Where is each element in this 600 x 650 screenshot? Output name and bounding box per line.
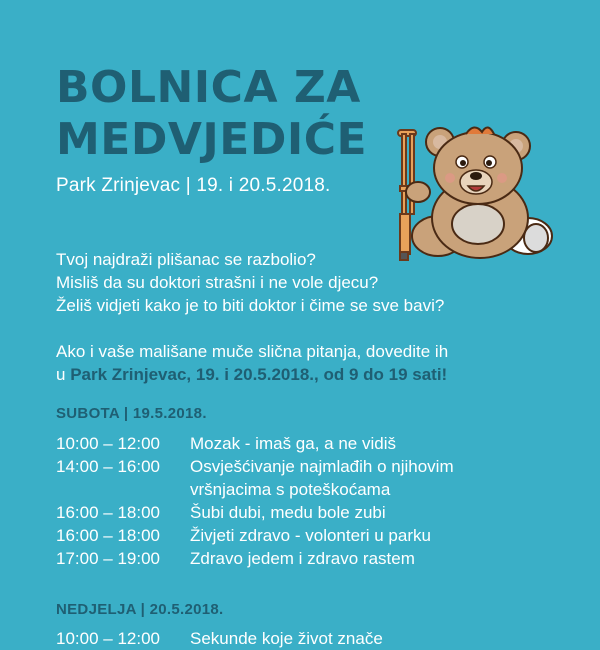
schedule-activity: Osvješćivanje najmlađih o njihovim <box>190 457 454 476</box>
schedule-row <box>56 432 454 455</box>
intro-line: Misliš da su doktori strašni i ne vole djecu? <box>56 273 379 292</box>
schedule-row <box>56 501 454 524</box>
schedule-activity: Sekunde koje život znače <box>190 629 383 648</box>
schedule-time: 10:00 – 12:00 <box>56 434 160 453</box>
schedule-time: 16:00 – 18:00 <box>56 526 160 545</box>
schedule-row <box>56 627 383 650</box>
invitation-prefix: u <box>56 365 71 384</box>
schedule-row <box>56 547 454 570</box>
schedule-activity: Mozak - imaš ga, a ne vidiš <box>190 434 396 453</box>
schedule-time: 17:00 – 19:00 <box>56 549 160 568</box>
schedule-time: 10:00 – 12:00 <box>56 629 160 648</box>
saturday-heading: SUBOTA | 19.5.2018. <box>56 405 207 422</box>
event-location-date: Park Zrinjevac | 19. i 20.5.2018. <box>56 175 331 196</box>
saturday-schedule <box>56 432 454 570</box>
schedule-activity-continuation: vršnjacima s poteškoćama <box>190 480 391 499</box>
schedule-activity: Živjeti zdravo - volonteri u parku <box>190 526 431 545</box>
invitation <box>56 340 448 386</box>
invitation-highlight: Park Zrinjevac, 19. i 20.5.2018., od 9 do 19 sati! <box>70 365 448 384</box>
intro-line: Tvoj najdraži plišanac se razbolio? <box>56 250 316 269</box>
schedule-activity: Šubi dubi, medu bole zubi <box>190 503 386 522</box>
intro-line: Želiš vidjeti kako je to biti doktor i čime se sve bavi? <box>56 296 445 315</box>
page-title <box>56 62 416 166</box>
intro-questions <box>56 248 444 317</box>
schedule-row <box>56 524 454 547</box>
sunday-schedule <box>56 627 383 650</box>
title-line-2: MEDVJEDIĆE <box>56 114 368 165</box>
invitation-line-1: Ako i vaše mališane muče slična pitanja, dovedite ih <box>56 342 449 361</box>
schedule-time: 14:00 – 16:00 <box>56 457 160 476</box>
sunday-heading: NEDJELJA | 20.5.2018. <box>56 601 224 618</box>
schedule-row <box>56 455 454 478</box>
invitation-line-2 <box>56 363 448 386</box>
schedule-row-continuation <box>56 478 454 501</box>
title-line-1: BOLNICA ZA <box>56 62 361 113</box>
schedule-activity: Zdravo jedem i zdravo rastem <box>190 549 415 568</box>
schedule-time: 16:00 – 18:00 <box>56 503 160 522</box>
teddy-bear-with-crutch-icon <box>378 118 568 268</box>
